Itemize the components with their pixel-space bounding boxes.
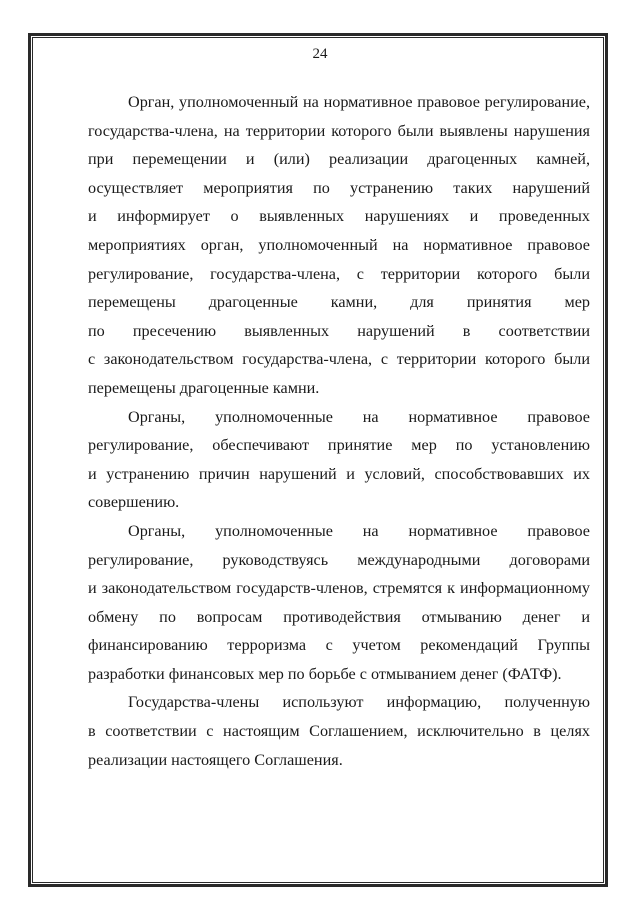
text-line: осуществляет мероприятия по устранению таких нарушений bbox=[88, 178, 590, 197]
text-line: и устранению причин нарушений и условий, способствовавших их bbox=[88, 464, 590, 483]
text-line: и информирует о выявленных нарушениях и проведенных bbox=[88, 207, 590, 226]
text-line: Государства-члены используют информацию, полученную bbox=[128, 693, 590, 712]
text-line: при перемещении и (или) реализации драгоценных камней, bbox=[88, 150, 590, 169]
text-line: с законодательством государства-члена, с территории которого были bbox=[88, 350, 590, 369]
text-line: перемещены драгоценные камни. bbox=[88, 378, 320, 397]
text-line: финансированию терроризма с учетом рекомендаций Группы bbox=[88, 636, 590, 655]
text-line: разработки финансовых мер по борьбе с отмыванием денег (ФАТФ). bbox=[88, 664, 562, 683]
text-line: и законодательством государств-членов, стремятся к информационному bbox=[88, 579, 590, 598]
text-line: по пресечению выявленных нарушений в соответствии bbox=[88, 321, 590, 340]
paragraph-2 bbox=[88, 403, 590, 517]
text-line: обмену по вопросам противодействия отмыванию денег и bbox=[88, 607, 590, 626]
text-line: Орган, уполномоченный на нормативное правовое регулирование, bbox=[128, 93, 590, 111]
paragraph-1 bbox=[88, 88, 590, 403]
text-line: Органы, уполномоченные на нормативное правовое bbox=[128, 521, 590, 540]
text-line: мероприятиях орган, уполномоченный на нормативное правовое bbox=[88, 235, 590, 254]
text-line: совершению. bbox=[88, 493, 180, 512]
text-line: реализации настоящего Соглашения. bbox=[88, 750, 343, 769]
text-line: регулирование, руководствуясь международными договорами bbox=[88, 550, 590, 569]
paragraph-4 bbox=[88, 688, 590, 774]
document-body bbox=[88, 88, 590, 774]
page-number: 24 bbox=[312, 46, 328, 62]
text-line: регулирование, государства-члена, с территории которого были bbox=[88, 264, 590, 283]
text-line: Органы, уполномоченные на нормативное правовое bbox=[128, 407, 590, 426]
text-line: перемещены драгоценные камни, для принятия мер bbox=[88, 293, 590, 312]
text-line: в соответствии с настоящим Соглашением, исключительно в целях bbox=[88, 722, 590, 741]
paragraph-3 bbox=[88, 517, 590, 689]
text-line: регулирование, обеспечивают принятие мер по установлению bbox=[88, 436, 590, 455]
text-line: государства-члена, на территории которого были выявлены нарушения bbox=[88, 121, 590, 140]
